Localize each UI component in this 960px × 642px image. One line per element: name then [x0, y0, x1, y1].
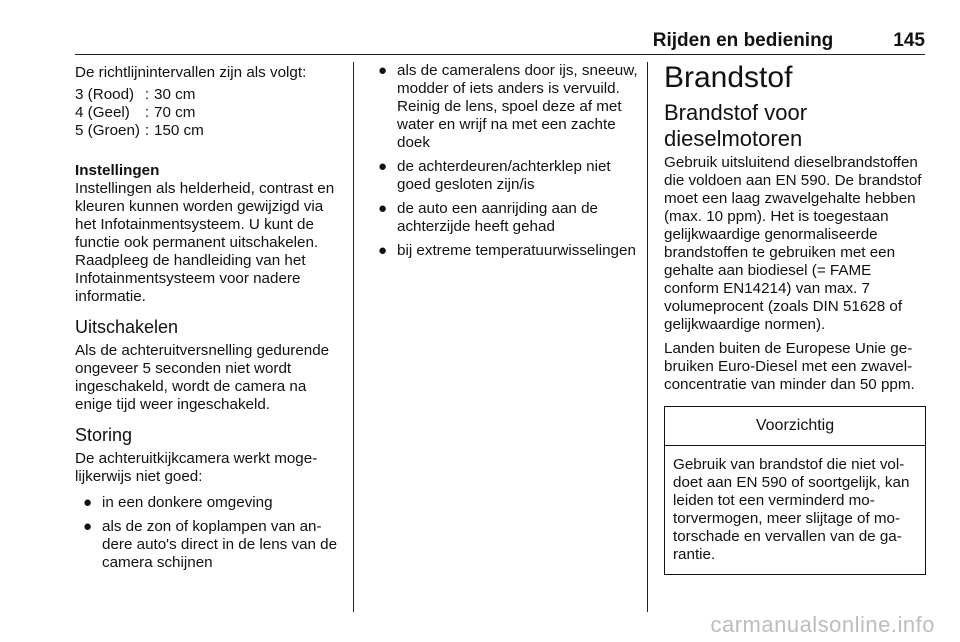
- list-item-text: als de zon of koplampen van andere auto's direct in de lens van de camera schijnen: [102, 518, 338, 571]
- caution-text: Gebruik van brandstof die niet voldoet aan EN 590 of soortgelijk, kan leiden tot een verminderd motorvermogen, meer slijtage of motorschade en vervallen van de garantie.: [673, 456, 910, 563]
- fault-text: De achteruitkijkcamera werkt mogelijkerwijs niet goed:: [75, 450, 318, 485]
- column-divider-1: [353, 62, 354, 612]
- list-item: [370, 200, 638, 236]
- interval-separator: :: [144, 86, 150, 103]
- interval-key: 4 (Geel): [75, 104, 130, 121]
- settings-heading: Instellingen: [75, 162, 160, 179]
- interval-row: [75, 86, 341, 104]
- off-text: Als de achteruitversnelling gedurende ongeveer 5 seconden niet wordt ingeschakeld, wordt de camera na enige tijd weer ingeschakeld.: [75, 342, 330, 413]
- interval-row: [75, 104, 341, 122]
- bullet-icon: ●: [378, 242, 388, 259]
- interval-separator: :: [144, 122, 150, 139]
- interval-separator: :: [144, 104, 150, 121]
- interval-row: [75, 122, 341, 140]
- column-divider-2: [647, 62, 648, 612]
- intervals-intro: De richtlijnintervallen zijn als volgt:: [75, 64, 307, 81]
- list-item-text: bij extreme temperatuurwisselingen: [397, 242, 636, 259]
- diesel-paragraph: Gebruik uitsluitend dieselbrandstoffen die voldoen aan EN 590. De brandstof moet een laag zwavelgehalte hebben (max. 10 ppm). Het is toegestaan gelijkwaardige genormaliseerde brandstoffen te gebruiken met een gehalte aan biodiesel (= FAME conform EN14214) van max. 7 volumeprocent (zoals DIN 51628 of gelijkwaardige normen).: [664, 154, 922, 333]
- column-2: [370, 62, 638, 266]
- list-item-text: als de cameralens door ijs, sneeuw, modder of iets anders is vervuild. Reinig de lens, spoel deze af met water en wrijf na met een zachte doek: [397, 62, 638, 151]
- caution-title: Voorzichtig: [665, 407, 925, 446]
- interval-key: 3 (Rood): [75, 86, 135, 103]
- sub-heading: Brandstof voor dieselmotoren: [664, 100, 808, 151]
- interval-value: 30 cm: [154, 86, 196, 103]
- list-item-text: de auto een aanrijding aan de achterzijde heeft gehad: [397, 200, 598, 235]
- interval-key: 5 (Groen): [75, 122, 140, 139]
- list-item: [75, 494, 341, 512]
- interval-value: 150 cm: [154, 122, 204, 139]
- list-item-text: in een donkere omgeving: [102, 494, 273, 511]
- bullet-icon: ●: [83, 518, 93, 535]
- column-1: [75, 62, 341, 578]
- off-heading: Uitschakelen: [75, 317, 179, 337]
- settings-text: Instellingen als helderheid, contrast en kleuren kunnen worden gewijzigd via het Infotainmentsysteem. U kunt de functie ook permanent uitschakelen. Raadpleeg de handleiding van het Infotainmentsysteem voor nadere informatie.: [75, 180, 335, 305]
- bullet-icon: ●: [378, 200, 388, 217]
- list-item: [370, 158, 638, 194]
- list-item-text: de achterdeuren/achterklep niet goed gesloten zijn/is: [397, 158, 611, 193]
- fault-conditions-list-continued: [370, 62, 638, 260]
- section-title: Rijden en bediening: [652, 30, 834, 51]
- bullet-icon: ●: [83, 494, 93, 511]
- intervals-list: [75, 86, 341, 140]
- bullet-icon: ●: [378, 62, 388, 79]
- bullet-icon: ●: [378, 158, 388, 175]
- watermark: carmanualsonline.info: [710, 612, 935, 637]
- main-heading: Brandstof: [664, 61, 793, 94]
- column-3: [664, 62, 926, 575]
- header-divider: [75, 54, 925, 55]
- interval-value: 70 cm: [154, 104, 196, 121]
- page-number: 145: [893, 30, 925, 51]
- eu-paragraph: Landen buiten de Europese Unie gebruiken Euro-Diesel met een zwavelconcentratie van minder dan 50 ppm.: [664, 340, 915, 393]
- fault-conditions-list: [75, 494, 341, 572]
- list-item: [370, 242, 638, 260]
- fault-heading: Storing: [75, 425, 133, 445]
- list-item: [75, 518, 341, 572]
- list-item: [370, 62, 638, 152]
- caution-box: [664, 406, 926, 575]
- page-header: [75, 29, 925, 53]
